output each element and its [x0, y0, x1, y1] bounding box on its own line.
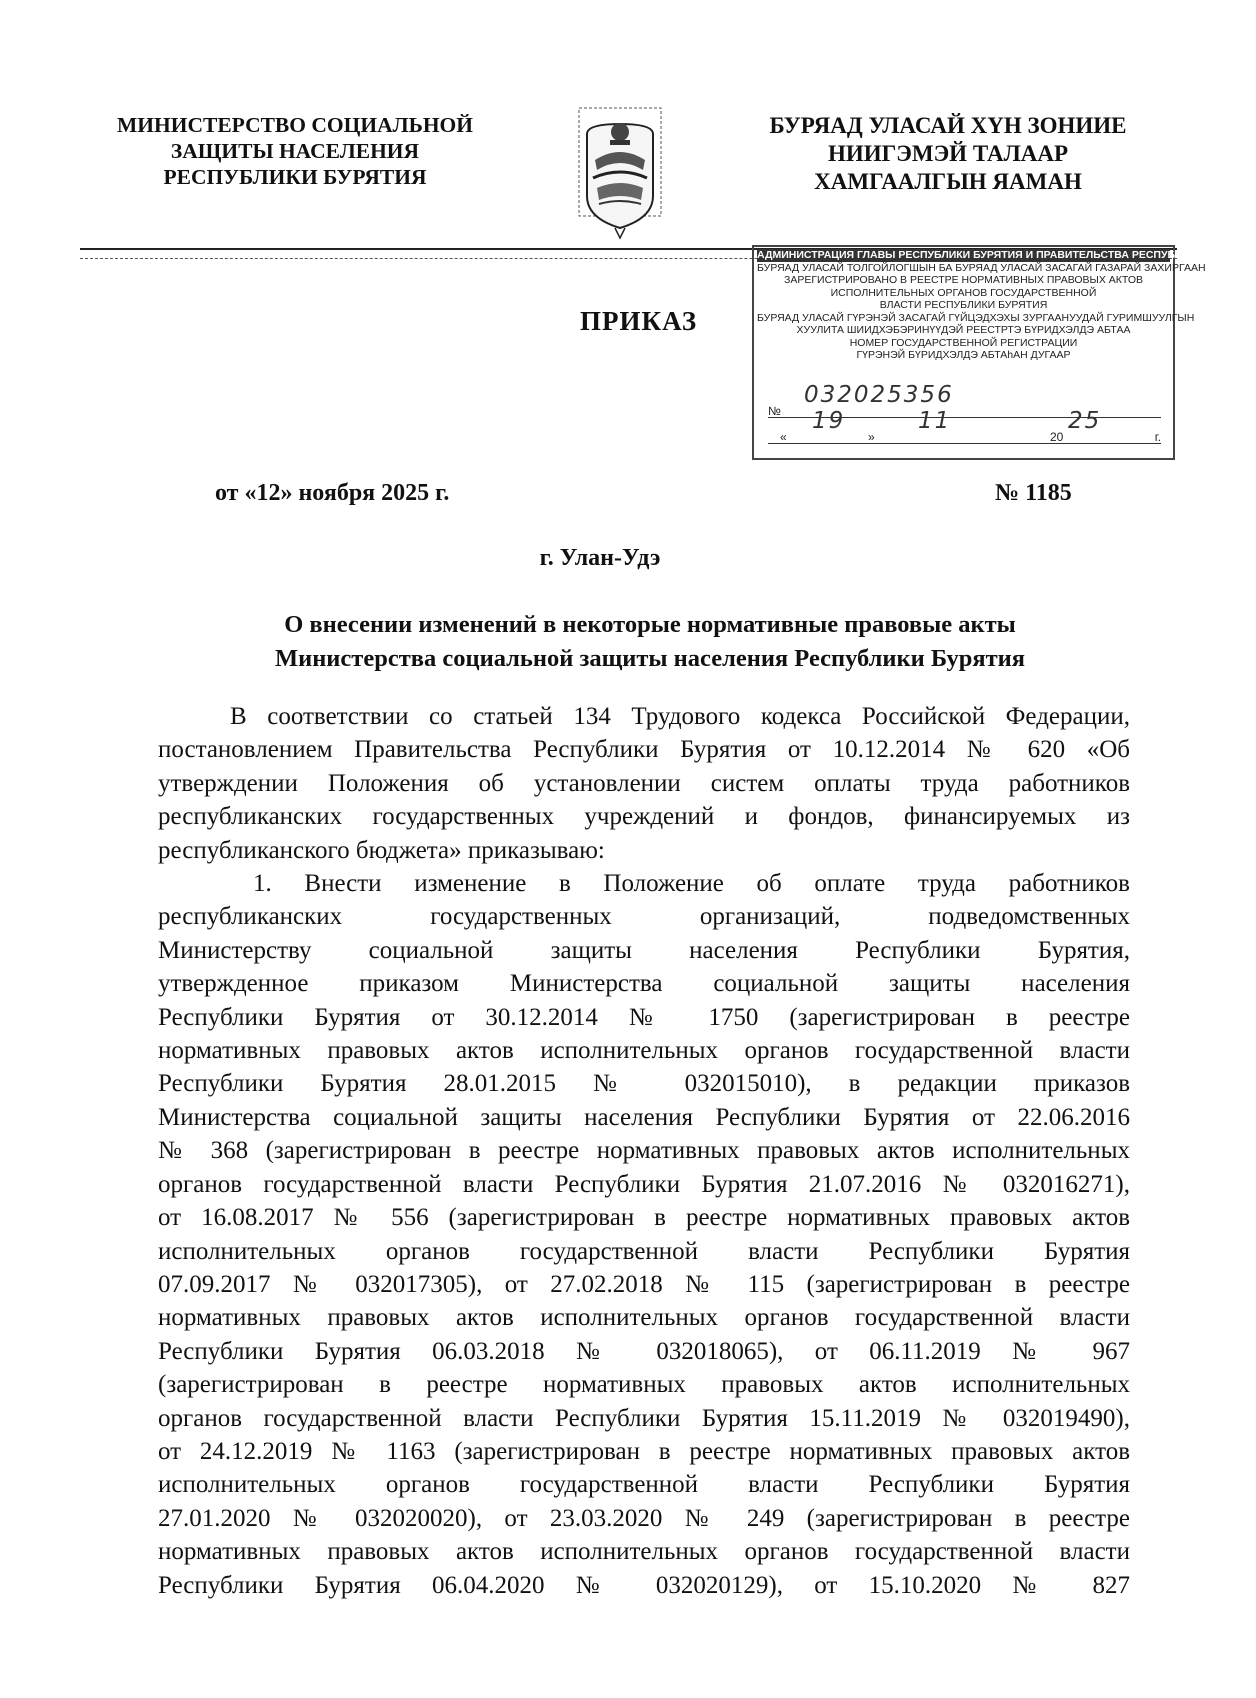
stamp-line: ВЛАСТИ РЕСПУБЛИКИ БУРЯТИЯ: [879, 299, 1048, 311]
city: г. Улан-Удэ: [539, 545, 661, 571]
ministry-name-line: МИНИСТЕРСТВО СОЦИАЛЬНОЙ: [117, 113, 473, 137]
stamp-line: НОМЕР ГОСУДАРСТВЕННОЙ РЕГИСТРАЦИИ: [849, 336, 1078, 349]
ministry-name-line: ХАМГААЛГЫН ЯАМАН: [814, 169, 1082, 194]
body-line: нормативных правовых актов исполнительных органов государственной власти: [158, 1304, 1130, 1332]
registration-stamp: [752, 245, 1256, 460]
body-line: нормативных правовых актов исполнительных органов государственной власти: [158, 1538, 1130, 1566]
body-line: республиканских государственных учреждений и фондов, финансируемых из: [158, 803, 1130, 831]
body-line: исполнительных органов государственной власти Республики Бурятия: [158, 1237, 1130, 1265]
body-line: 27.01.2020 № 032020020), от 23.03.2020 № 249 (зарегистрирован в реестре: [158, 1504, 1130, 1532]
ministry-name-bua: [738, 112, 1158, 196]
body-line: Министерству социальной защиты населения Республики Бурятия,: [158, 936, 1130, 964]
body-line: утвержденное приказом Министерства социальной защиты населения: [158, 970, 1130, 998]
stamp-year-suffix: 25: [1068, 408, 1102, 434]
body-line: 07.09.2017 № 032017305), от 27.02.2018 № 115 (зарегистрирован в реестре: [158, 1270, 1130, 1298]
body-line: Республики Бурятия 06.03.2018 № 032018065), от 06.11.2019 № 967: [158, 1337, 1130, 1365]
stamp-line: ХУУЛИТА ШИИДХЭБЭРИНҮҮДЭЙ РЕЕСТРТЭ БҮРИДХЭЛДЭ АБТАА: [796, 324, 1131, 336]
body-line: исполнительных органов государственной власти Республики Бурятия: [158, 1471, 1130, 1499]
body-line: № 368 (зарегистрирован в реестре нормативных правовых актов исполнительных: [158, 1137, 1130, 1165]
stamp-quote-close: »: [868, 429, 875, 444]
ministry-name-line: ЗАЩИТЫ НАСЕЛЕНИЯ: [170, 139, 420, 163]
stamp-year-prefix: 20: [1050, 429, 1064, 444]
stamp-month: 11: [918, 408, 952, 434]
body-line: нормативных правовых актов исполнительных органов государственной власти: [158, 1037, 1130, 1065]
body-line: 1. Внести изменение в Положение об оплате труда работников: [253, 870, 1130, 898]
stamp-line: АДМИНИСТРАЦИЯ ГЛАВЫ РЕСПУБЛИКИ БУРЯТИЯ И ПРАВИТЕЛЬСТВА РЕСПУБЛИКИ БУРЯТИЯ: [757, 249, 1256, 261]
order-date: от «12» ноября 2025 г.: [215, 480, 450, 506]
document-type: ПРИКАЗ: [580, 306, 698, 336]
ministry-name-line: РЕСПУБЛИКИ БУРЯТИЯ: [163, 165, 427, 189]
stamp-line: ИСПОЛНИТЕЛЬНЫХ ОРГАНОВ ГОСУДАРСТВЕННОЙ: [830, 286, 1097, 299]
body-line: Республики Бурятия 06.04.2020 № 032020129), от 15.10.2020 № 827: [158, 1571, 1130, 1599]
title-line: Министерства социальной защиты населения Республики Бурятия: [274, 645, 1026, 672]
body-line: (зарегистрирован в реестре нормативных правовых актов исполнительных: [158, 1371, 1130, 1399]
order-number: № 1185: [995, 480, 1072, 506]
stamp-line: ЗАРЕГИСТРИРОВАНО В РЕЕСТРЕ НОРМАТИВНЫХ ПРАВОВЫХ АКТОВ: [783, 274, 1143, 286]
ministry-name-line: НИИГЭМЭЙ ТАЛААР: [827, 141, 1069, 166]
stamp-quote-open: «: [780, 429, 787, 444]
body-line: республиканских государственных организаций, подведомственных: [158, 903, 1130, 931]
body-line: Министерства социальной защиты населения Республики Бурятия от 22.06.2016: [158, 1103, 1130, 1131]
title-line: О внесении изменений в некоторые нормативные правовые акты: [284, 611, 1016, 638]
order-body: [158, 700, 1130, 1602]
stamp-line: БУРЯАД УЛАСАЙ ГҮРЭНЭЙ ЗАСАГАЙ ГҮЙЦЭДХЭХЫ ЗУРГААНУУДАЙ ГУРИМШУУЛГЫН: [757, 311, 1195, 324]
body-line: Республики Бурятия 28.01.2015 № 032015010), в редакции приказов: [158, 1070, 1130, 1098]
coat-of-arms-icon: [575, 104, 665, 246]
stamp-year-label: г.: [1154, 429, 1161, 444]
body-line: от 24.12.2019 № 1163 (зарегистрирован в реестре нормативных правовых актов: [158, 1437, 1130, 1465]
ministry-name-line: БУРЯАД УЛАСАЙ ХҮН ЗОНИИЕ: [769, 113, 1127, 138]
body-line: утверждении Положения об установлении систем оплаты труда работников: [158, 769, 1130, 797]
stamp-day: 19: [812, 408, 846, 434]
body-line: органов государственной власти Республики Бурятия 15.11.2019 № 032019490),: [158, 1404, 1130, 1432]
stamp-line: ГҮРЭНЭЙ БҮРИДХЭЛДЭ АБТАһАН ДУГААР: [856, 349, 1071, 361]
stamp-line: БУРЯАД УЛАСАЙ ТОЛГОЙЛОГШЫН БА БУРЯАД УЛАСАЙ ЗАСАГАЙ ГАЗАРАЙ ЗАХИРГААН: [757, 261, 1206, 274]
body-line: Республики Бурятия от 30.12.2014 № 1750 (зарегистрирован в реестре: [158, 1003, 1130, 1031]
body-line: постановлением Правительства Республики Бурятия от 10.12.2014 № 620 «Об: [158, 736, 1130, 764]
ministry-name-ru: [110, 112, 480, 190]
stamp-no-label: №: [768, 403, 781, 418]
order-title: [100, 608, 1200, 676]
body-line: органов государственной власти Республики Бурятия 21.07.2016 № 032016271),: [158, 1170, 1130, 1198]
stamp-reg-number: 032025356: [804, 382, 954, 408]
body-line: республиканского бюджета» приказываю:: [158, 836, 605, 864]
body-line: от 16.08.2017 № 556 (зарегистрирован в реестре нормативных правовых актов: [158, 1204, 1130, 1232]
body-line: В соответствии со статьей 134 Трудового кодекса Российской Федерации,: [230, 703, 1130, 730]
